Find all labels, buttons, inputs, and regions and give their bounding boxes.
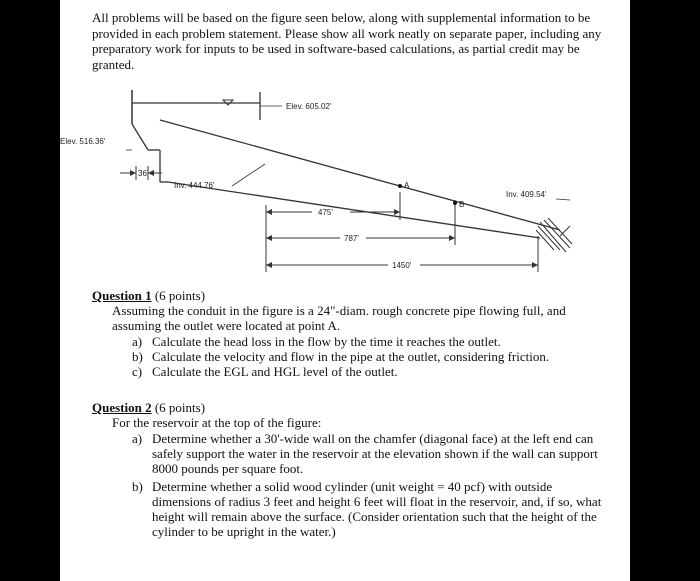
inv-inlet-label: Inv. 444.76' <box>174 181 215 190</box>
question-1-heading <box>92 288 205 303</box>
dim-1450-label: 1450' <box>392 261 412 270</box>
list-item: c) Calculate the EGL and HGL level of the outlet. <box>132 364 398 380</box>
outlet-hatch <box>540 222 566 252</box>
point-b-label: B <box>459 200 465 209</box>
list-item: a) Determine whether a 30'-wide wall on the chamfer (diagonal face) at the left end can safely support the water in the reservoir at the elevation shown if the wall can support 8000 pounds per square foot. <box>132 431 598 477</box>
dim-36-label: 36' <box>138 169 149 178</box>
dim-787-label: 787' <box>344 234 359 243</box>
arrow-icon <box>449 235 455 241</box>
point-a-label: A <box>404 181 410 190</box>
arrow-icon <box>266 209 272 215</box>
arrow-icon <box>394 209 400 215</box>
outlet-hatch <box>560 226 570 236</box>
question-1-title: Question 1 <box>92 288 152 303</box>
question-2-title: Question 2 <box>92 400 152 415</box>
conduit-figure <box>60 0 630 290</box>
elev-reservoir-label: Elev. 605.02' <box>286 102 332 111</box>
list-item: b) Determine whether a solid wood cylinder (unit weight = 40 pcf) with outside dimensions of radius 3 feet and height 6 feet will float in the reservoir, and, if so, what height will remain above the surface. (Consider orientation such that the height of the cylinder to be upright in the water.) <box>132 478 602 540</box>
question-1-items <box>132 334 622 380</box>
reservoir-chamfer <box>132 124 148 150</box>
list-item: b) Calculate the velocity and flow in the pipe at the outlet, considering friction. <box>132 349 550 365</box>
document-page <box>60 0 630 581</box>
question-1-body: Assuming the conduit in the figure is a 24"-diam. rough concrete pipe flowing full, and assuming the outlet were located at point A. <box>112 303 566 334</box>
point-a-dot <box>398 184 402 188</box>
question-2-items <box>132 431 602 539</box>
point-b-dot <box>453 201 457 205</box>
arrow-icon <box>148 170 154 176</box>
question-2-body: For the reservoir at the top of the figure: <box>112 415 322 430</box>
arrow-icon <box>266 235 272 241</box>
question-1-points: (6 points) <box>154 288 206 303</box>
arrow-icon <box>532 262 538 268</box>
inv-inlet-leader <box>232 164 265 186</box>
inv-outlet-leader <box>556 199 570 200</box>
elev-base-label: Elev. 516.36' <box>60 137 106 146</box>
inv-outlet-label: Inv. 409.54' <box>506 190 547 199</box>
intro-paragraph: All problems will be based on the figure seen below, along with supplemental information to be provided in each problem statement. Please show all work neatly on separate paper, including any preparatory work for inputs to be used in software-based calculations, as partial credit may be granted. <box>92 10 602 72</box>
arrow-icon <box>130 170 136 176</box>
arrow-icon <box>266 262 272 268</box>
question-2-points: (6 points) <box>154 400 206 415</box>
pipe-bottom-line <box>168 182 540 238</box>
list-item: a) Calculate the head loss in the flow by the time it reaches the outlet. <box>132 334 501 349</box>
dim-475-label: 475' <box>318 208 333 217</box>
pipe-top-line <box>160 120 560 230</box>
question-2-heading <box>92 400 205 415</box>
